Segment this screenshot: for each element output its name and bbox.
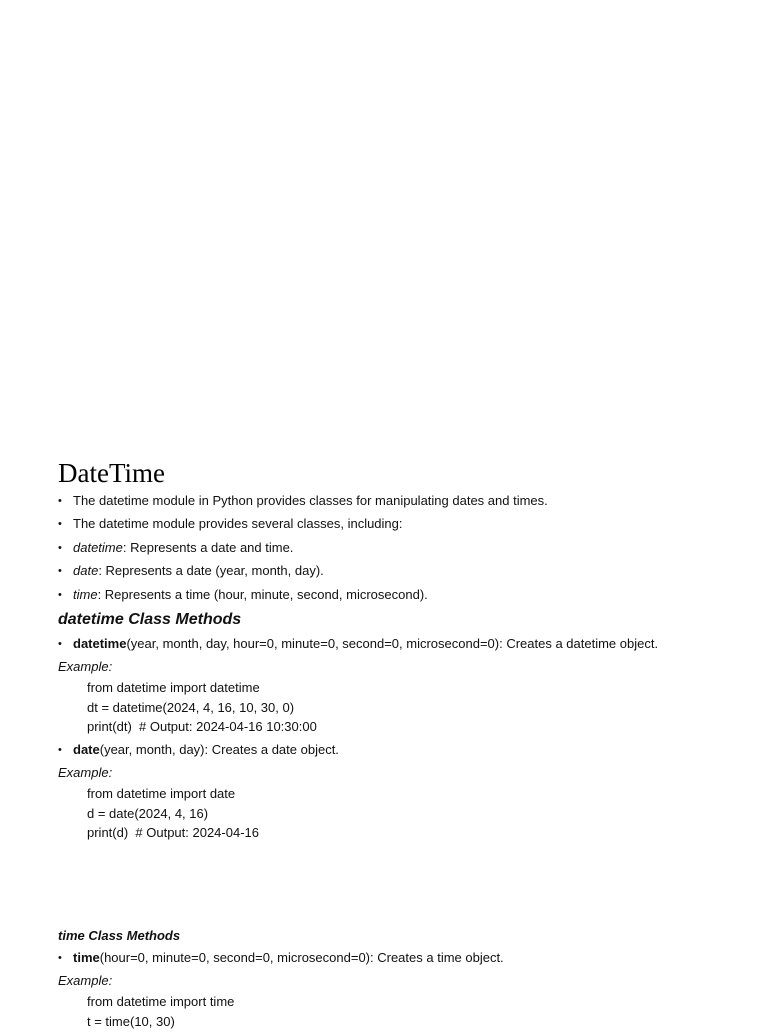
example-label: Example: <box>58 765 113 781</box>
intro-bullet-list <box>58 492 748 604</box>
date-method-list <box>58 741 748 759</box>
bullet-lead: date <box>73 563 99 579</box>
time-method-item <box>58 949 748 967</box>
intro-bullet-4 <box>58 562 748 580</box>
code-line: dt = datetime(2024, 4, 16, 10, 30, 0) <box>87 699 295 715</box>
page-title: DateTime <box>58 458 165 488</box>
example-label: Example: <box>58 973 113 989</box>
bullet-lead: datetime <box>73 539 123 555</box>
method-name: datetime <box>73 635 127 651</box>
code-block <box>58 678 748 737</box>
example-label: Example: <box>58 659 113 675</box>
code-block <box>58 992 748 1031</box>
intro-bullet-1 <box>58 492 748 510</box>
date-method-item <box>58 741 748 759</box>
code-line: from datetime import date <box>87 786 236 802</box>
code-line: print(dt) # Output: 2024-04-16 10:30:00 <box>87 719 317 735</box>
datetime-method-list <box>58 635 748 653</box>
intro-bullet-5 <box>58 586 748 604</box>
section-spacer <box>58 847 748 927</box>
bullet-text: The datetime module provides several classes, including: <box>73 516 403 532</box>
bullet-text: : Represents a time (hour, minute, second, microsecond). <box>97 586 428 602</box>
code-block <box>58 784 748 843</box>
bullet-text: : Represents a date (year, month, day). <box>98 563 324 579</box>
method-description: (year, month, day, hour=0, minute=0, second=0, microsecond=0): Creates a datetime object. <box>126 635 659 651</box>
code-line: d = date(2024, 4, 16) <box>87 805 209 821</box>
bullet-text: The datetime module in Python provides classes for manipulating dates and times. <box>73 493 548 508</box>
method-description: (hour=0, minute=0, second=0, microsecond=0): Creates a time object. <box>99 949 504 965</box>
method-name: date <box>73 741 100 757</box>
intro-bullet-3 <box>58 539 748 557</box>
bullet-lead: time <box>73 586 98 602</box>
method-name: time <box>73 949 100 965</box>
method-description: (year, month, day): Creates a date object. <box>99 741 339 757</box>
code-line: t = time(10, 30) <box>87 1013 175 1029</box>
datetime-method-item <box>58 635 748 653</box>
document-page <box>58 456 748 1035</box>
code-line: from datetime import time <box>87 994 235 1010</box>
code-line: print(d) # Output: 2024-04-16 <box>87 825 259 841</box>
time-methods-heading: time Class Methods <box>58 927 181 943</box>
intro-bullet-2 <box>58 515 748 533</box>
time-method-list <box>58 949 748 967</box>
code-line: from datetime import datetime <box>87 680 260 696</box>
bullet-text: : Represents a date and time. <box>122 539 294 555</box>
datetime-methods-heading: datetime Class Methods <box>58 610 242 628</box>
